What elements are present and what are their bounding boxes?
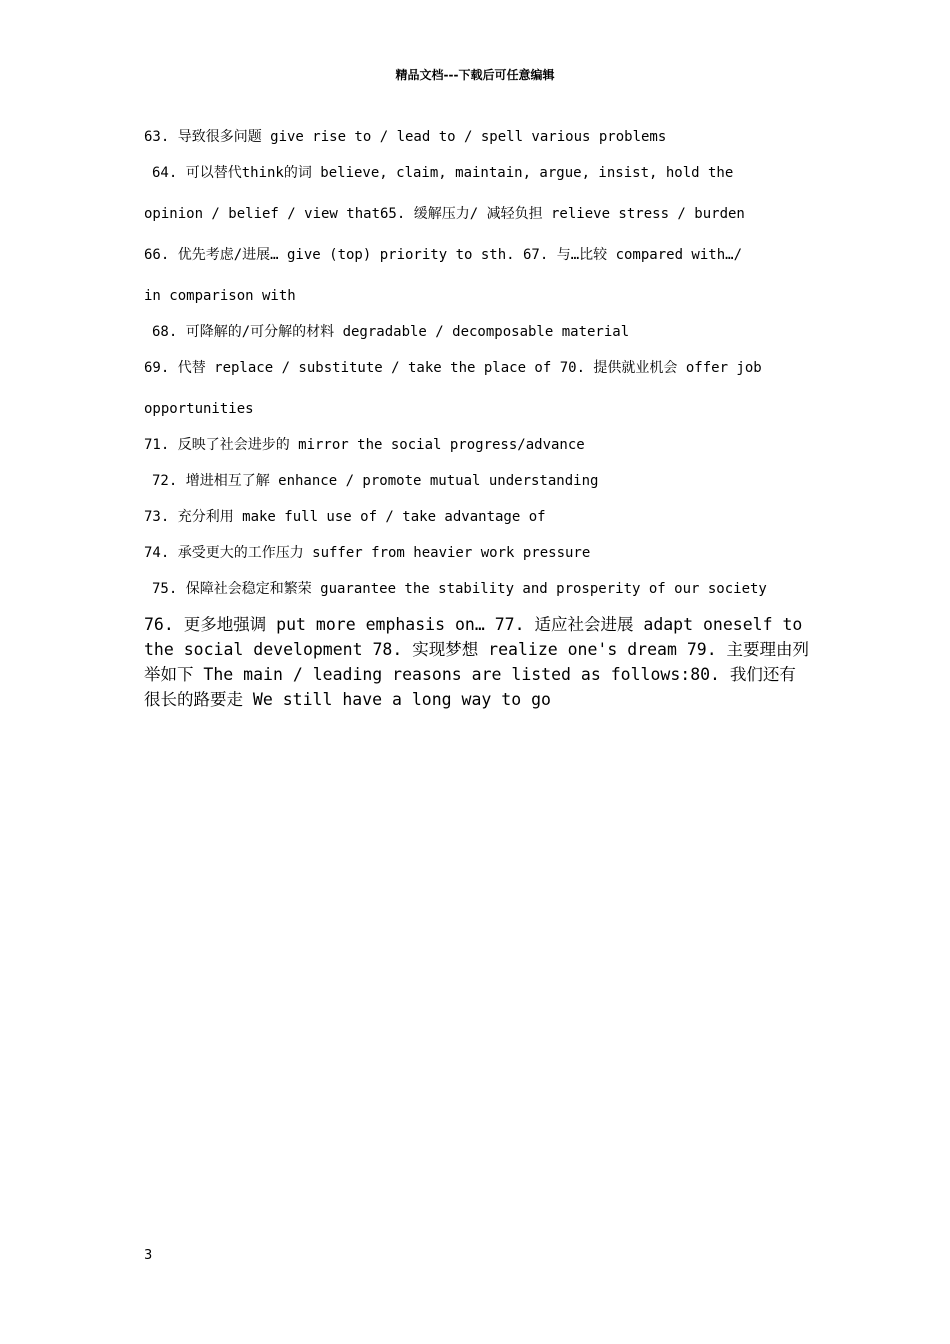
list-item-71: 71. 反映了社会进步的 mirror the social progress/advance (144, 437, 585, 453)
page-header: 精品文档---下载后可任意编辑 (395, 68, 555, 82)
list-item-66: 66. 优先考虑/进展… give (top) priority to sth. 67. 与…比较 compared with…/ (144, 247, 743, 263)
paragraph-76-80: 76. 更多地强调 put more emphasis on… 77. 适应社会进展 adapt oneself to the social development 78. 实现梦想 realize one's dream 79. 主要理由列举如下 The main / leading reasons are listed as follows:80. 我们还有很长的路要走 We still have a long way to go (144, 615, 810, 709)
list-item-69: 69. 代替 replace / substitute / take the place of 70. 提供就业机会 offer job (144, 360, 762, 376)
list-item-63: 63. 导致很多问题 give rise to / lead to / spell various problems (144, 129, 667, 145)
list-item-73: 73. 充分利用 make full use of / take advantage of (144, 509, 546, 525)
list-item-67-cont: in comparison with (144, 288, 296, 304)
list-item-64: 64. 可以替代think的词 believe, claim, maintain, argue, insist, hold the (152, 165, 734, 181)
list-item-74: 74. 承受更大的工作压力 suffer from heavier work pressure (144, 545, 591, 561)
list-item-64-cont: opinion / belief / view that65. 缓解压力/ 减轻负担 relieve stress / burden (144, 206, 745, 222)
page-number: 3 (144, 1248, 153, 1263)
list-item-72: 72. 增进相互了解 enhance / promote mutual understanding (152, 473, 599, 489)
list-item-75: 75. 保障社会稳定和繁荣 guarantee the stability and prosperity of our society (152, 581, 767, 597)
list-item-68: 68. 可降解的/可分解的材料 degradable / decomposable material (152, 324, 630, 340)
list-item-70-cont: opportunities (144, 401, 254, 417)
